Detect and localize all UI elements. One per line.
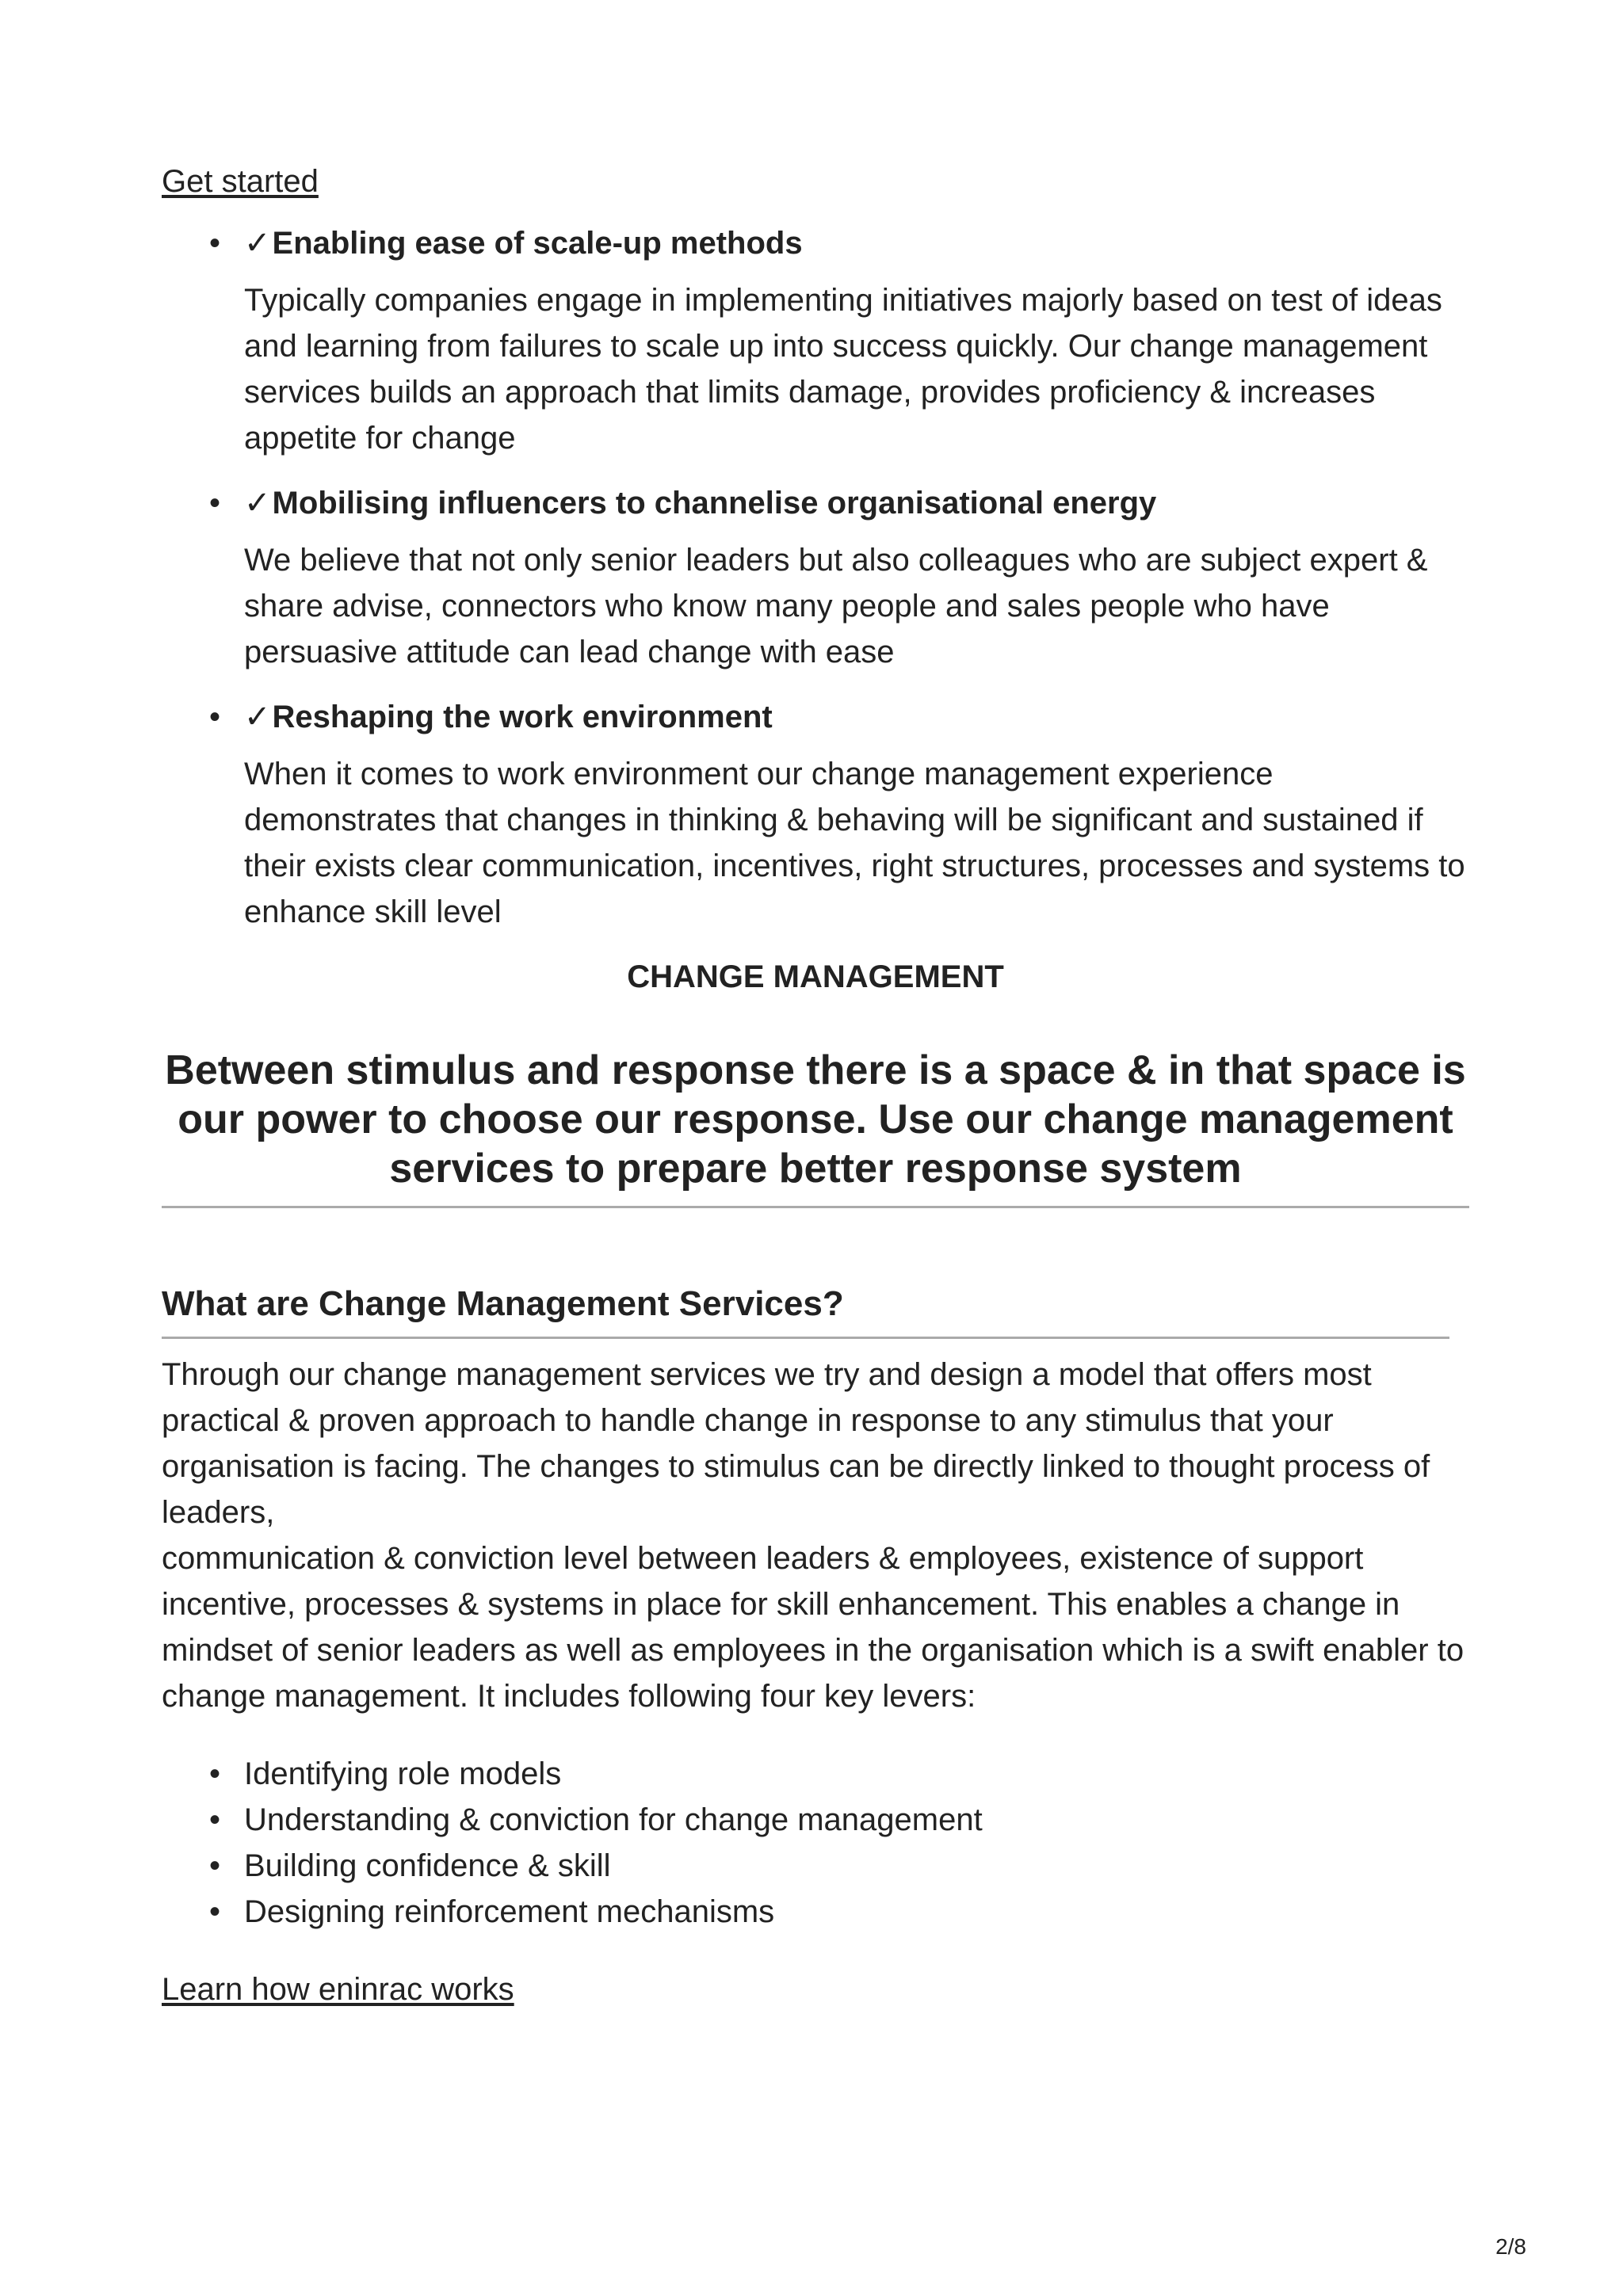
list-item-text: Building confidence & skill bbox=[244, 1848, 611, 1883]
bullet-icon: • bbox=[209, 1756, 221, 1791]
feature-title bbox=[244, 480, 1469, 526]
feature-title-text: Mobilising influencers to channelise organisational energy bbox=[272, 486, 1157, 521]
feature-title bbox=[244, 694, 1469, 740]
bullet-icon: • bbox=[209, 700, 221, 734]
feature-title bbox=[244, 220, 1469, 266]
list-item bbox=[162, 1843, 1469, 1889]
bullet-icon: • bbox=[209, 226, 221, 261]
checkmark-icon: ✓ bbox=[244, 225, 271, 261]
list-item bbox=[162, 1889, 1469, 1935]
list-item-text: Designing reinforcement mechanisms bbox=[244, 1894, 775, 1929]
paragraph-part-1: Through our change management services we try and design a model that offers most practical & proven approach to handle change in response to any stimulus that your organisation is facing. The changes to stimulus can be directly linked to thought process of leaders, bbox=[162, 1357, 1430, 1530]
feature-description: We believe that not only senior leaders but also colleagues who are subject expert & share advise, connectors who know many people and sales people who have persuasive attitude can lead change with ease bbox=[244, 543, 1428, 669]
checkmark-icon: ✓ bbox=[244, 485, 271, 521]
feature-item bbox=[162, 220, 1469, 461]
get-started-link[interactable]: Get started bbox=[162, 164, 319, 199]
paragraph-part-2: communication & conviction level between leaders & employees, existence of support incentive, processes & systems in place for skill enhancement. This enables a change in mindset of senior leaders as well as employees in the organisation which is a swift enabler to change management. It includes following four key levers: bbox=[162, 1541, 1465, 1714]
list-item-text: Identifying role models bbox=[244, 1756, 562, 1791]
document-page bbox=[162, 158, 1469, 2012]
feature-description: Typically companies engage in implementing initiatives majorly based on test of ideas and learning from failures to scale up into success quickly. Our change management services builds an approach that limits damage, provides proficiency & increases appetite for change bbox=[244, 283, 1442, 456]
feature-title-text: Enabling ease of scale-up methods bbox=[272, 226, 803, 261]
checkmark-icon: ✓ bbox=[244, 699, 271, 735]
feature-description: When it comes to work environment our change management experience demonstrates that changes in thinking & behaving will be significant and sustained if their exists clear communication, incentives, right structures, processes and systems to enhance skill level bbox=[244, 757, 1465, 929]
bullet-icon: • bbox=[209, 1894, 221, 1929]
list-item bbox=[162, 1797, 1469, 1843]
feature-item bbox=[162, 694, 1469, 935]
feature-item bbox=[162, 480, 1469, 675]
bullet-icon: • bbox=[209, 486, 221, 521]
feature-list bbox=[162, 220, 1469, 935]
bullet-icon: • bbox=[209, 1802, 221, 1837]
bullet-icon: • bbox=[209, 1848, 221, 1883]
section-label: CHANGE MANAGEMENT bbox=[627, 959, 1004, 994]
list-item bbox=[162, 1751, 1469, 1797]
quote-heading: Between stimulus and response there is a space & in that space is our power to choose our response. Use our change management services to prepare better response system bbox=[162, 1046, 1469, 1208]
levers-list bbox=[162, 1751, 1469, 1935]
feature-title-text: Reshaping the work environment bbox=[272, 700, 773, 734]
list-item-text: Understanding & conviction for change management bbox=[244, 1802, 983, 1837]
page-number: 2/8 bbox=[1495, 2234, 1526, 2259]
body-paragraph bbox=[162, 1352, 1469, 1719]
section-heading: What are Change Management Services? bbox=[162, 1280, 1449, 1339]
learn-how-link[interactable]: Learn how eninrac works bbox=[162, 1972, 514, 2007]
